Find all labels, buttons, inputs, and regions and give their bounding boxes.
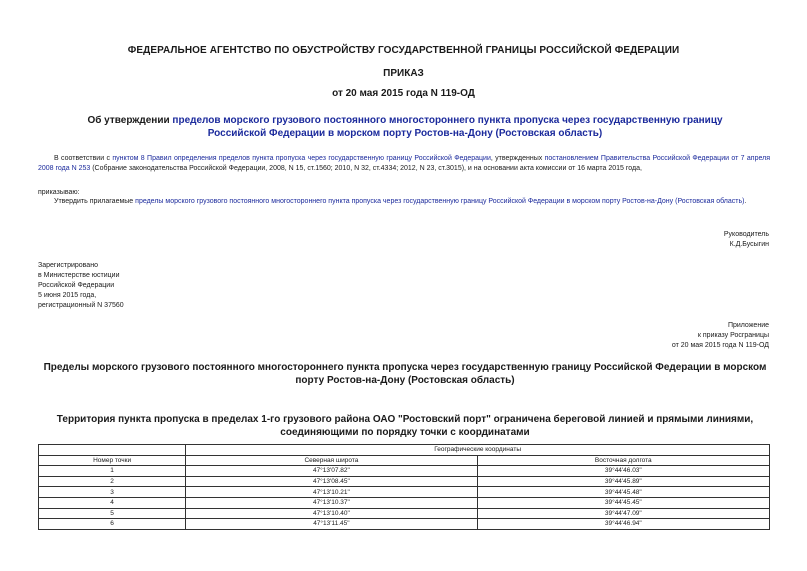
preamble-paragraph [38,154,770,174]
rules-link[interactable]: пунктом 8 Правил определения пределов пункта пропуска через государственную границу Российской Федерации [112,155,491,162]
limits-link[interactable]: пределы морского грузового постоянного многостороннего пункта пропуска через государственную границу Российской Федерации в морском порту Ростов-на-Дону (Ростовская область) [135,198,745,205]
point-number-cell: 1 [39,466,186,477]
preamble-text-3: (Собрание законодательства Российской Федерации, 2008, N 15, ст.1560; 2010, N 32, ст.4334; 2012, N 23, ст.3015), и на основании акта комиссии от 16 марта 2015 года, [90,165,642,172]
table-row [39,487,770,498]
order-title-prefix: Об утверждении [87,115,173,126]
coordinates-table [38,444,770,530]
preamble-text-1: В соответствии с [54,155,113,162]
order-title-link[interactable]: пределов морского грузового постоянного многостороннего пункта пропуска через государственную границу Российской Федерации в морском порту Ростов-на-Дону (Ростовская область) [172,115,723,139]
table-row [39,476,770,487]
table-group-header: Географические координаты [186,445,770,456]
table-header-latitude: Северная широта [186,455,477,466]
table-row [39,497,770,508]
territory-title: Территория пункта пропуска в пределах 1-го грузового района ОАО "Ростовский порт" ограничена береговой линией и прямыми линиями, соединяющими по порядку точки с координатами [56,414,754,438]
approve-text-2: . [744,198,747,205]
government-decree-link[interactable]: постановлением Правительства Российской Федерации от 7 апреля 2008 года N 253 [38,155,771,172]
signature-role: Руководитель [723,231,769,238]
longitude-cell: 39°44'45.89" [477,476,769,487]
registration-block [38,261,124,311]
registration-line: регистрационный N 37560 [38,302,124,309]
latitude-cell: 47°13'10.37" [186,497,477,508]
table-header-empty [39,445,186,456]
appendix-line: от 20 мая 2015 года N 119-ОД [671,342,769,349]
point-number-cell: 5 [39,508,186,519]
preamble-text-2: , утвержденных [490,155,545,162]
latitude-cell: 47°13'10.21" [186,487,477,498]
latitude-cell: 47°13'07.82" [186,466,477,477]
appendix-line: к приказу Росграницы [697,332,769,339]
table-header-longitude: Восточная долгота [477,455,769,466]
approve-text-1: Утвердить прилагаемые [54,198,136,205]
latitude-cell: 47°13'08.45" [186,476,477,487]
table-header-row [39,455,770,466]
point-number-cell: 4 [39,497,186,508]
agency-heading: ФЕДЕРАЛЬНОЕ АГЕНТСТВО ПО ОБУСТРОЙСТВУ ГОСУДАРСТВЕННОЙ ГРАНИЦЫ РОССИЙСКОЙ ФЕДЕРАЦИИ [127,45,680,56]
longitude-cell: 39°44'46.03" [477,466,769,477]
registration-line: Российской Федерации [38,282,115,289]
limits-title: Пределы морского грузового постоянного многостороннего пункта пропуска через государственную границу Российской Федерации в морском порту Ростов-на-Дону (Ростовская область) [43,362,767,386]
latitude-cell: 47°13'11.45" [186,519,477,530]
longitude-cell: 39°44'46.94" [477,519,769,530]
appendix-line: Приложение [727,322,769,329]
longitude-cell: 39°44'45.45" [477,497,769,508]
table-row [39,466,770,477]
signature-block [724,230,769,250]
order-title [80,114,730,140]
signature-name: К.Д.Бусыгин [729,241,769,248]
longitude-cell: 39°44'47.09" [477,508,769,519]
order-word: приказываю: [38,189,80,196]
order-date-number: от 20 мая 2015 года N 119-ОД [332,88,475,99]
appendix-block [672,321,769,351]
registration-line: Зарегистрировано [38,262,98,269]
point-number-cell: 3 [39,487,186,498]
table-header-point: Номер точки [39,455,186,466]
approve-paragraph [38,197,770,207]
latitude-cell: 47°13'10.40" [186,508,477,519]
point-number-cell: 2 [39,476,186,487]
doc-type-heading: ПРИКАЗ [383,68,424,79]
table-row [39,508,770,519]
longitude-cell: 39°44'45.48" [477,487,769,498]
registration-line: в Министерстве юстиции [38,272,120,279]
table-group-header-row [39,445,770,456]
registration-line: 5 июня 2015 года, [38,292,97,299]
point-number-cell: 6 [39,519,186,530]
table-row [39,519,770,530]
